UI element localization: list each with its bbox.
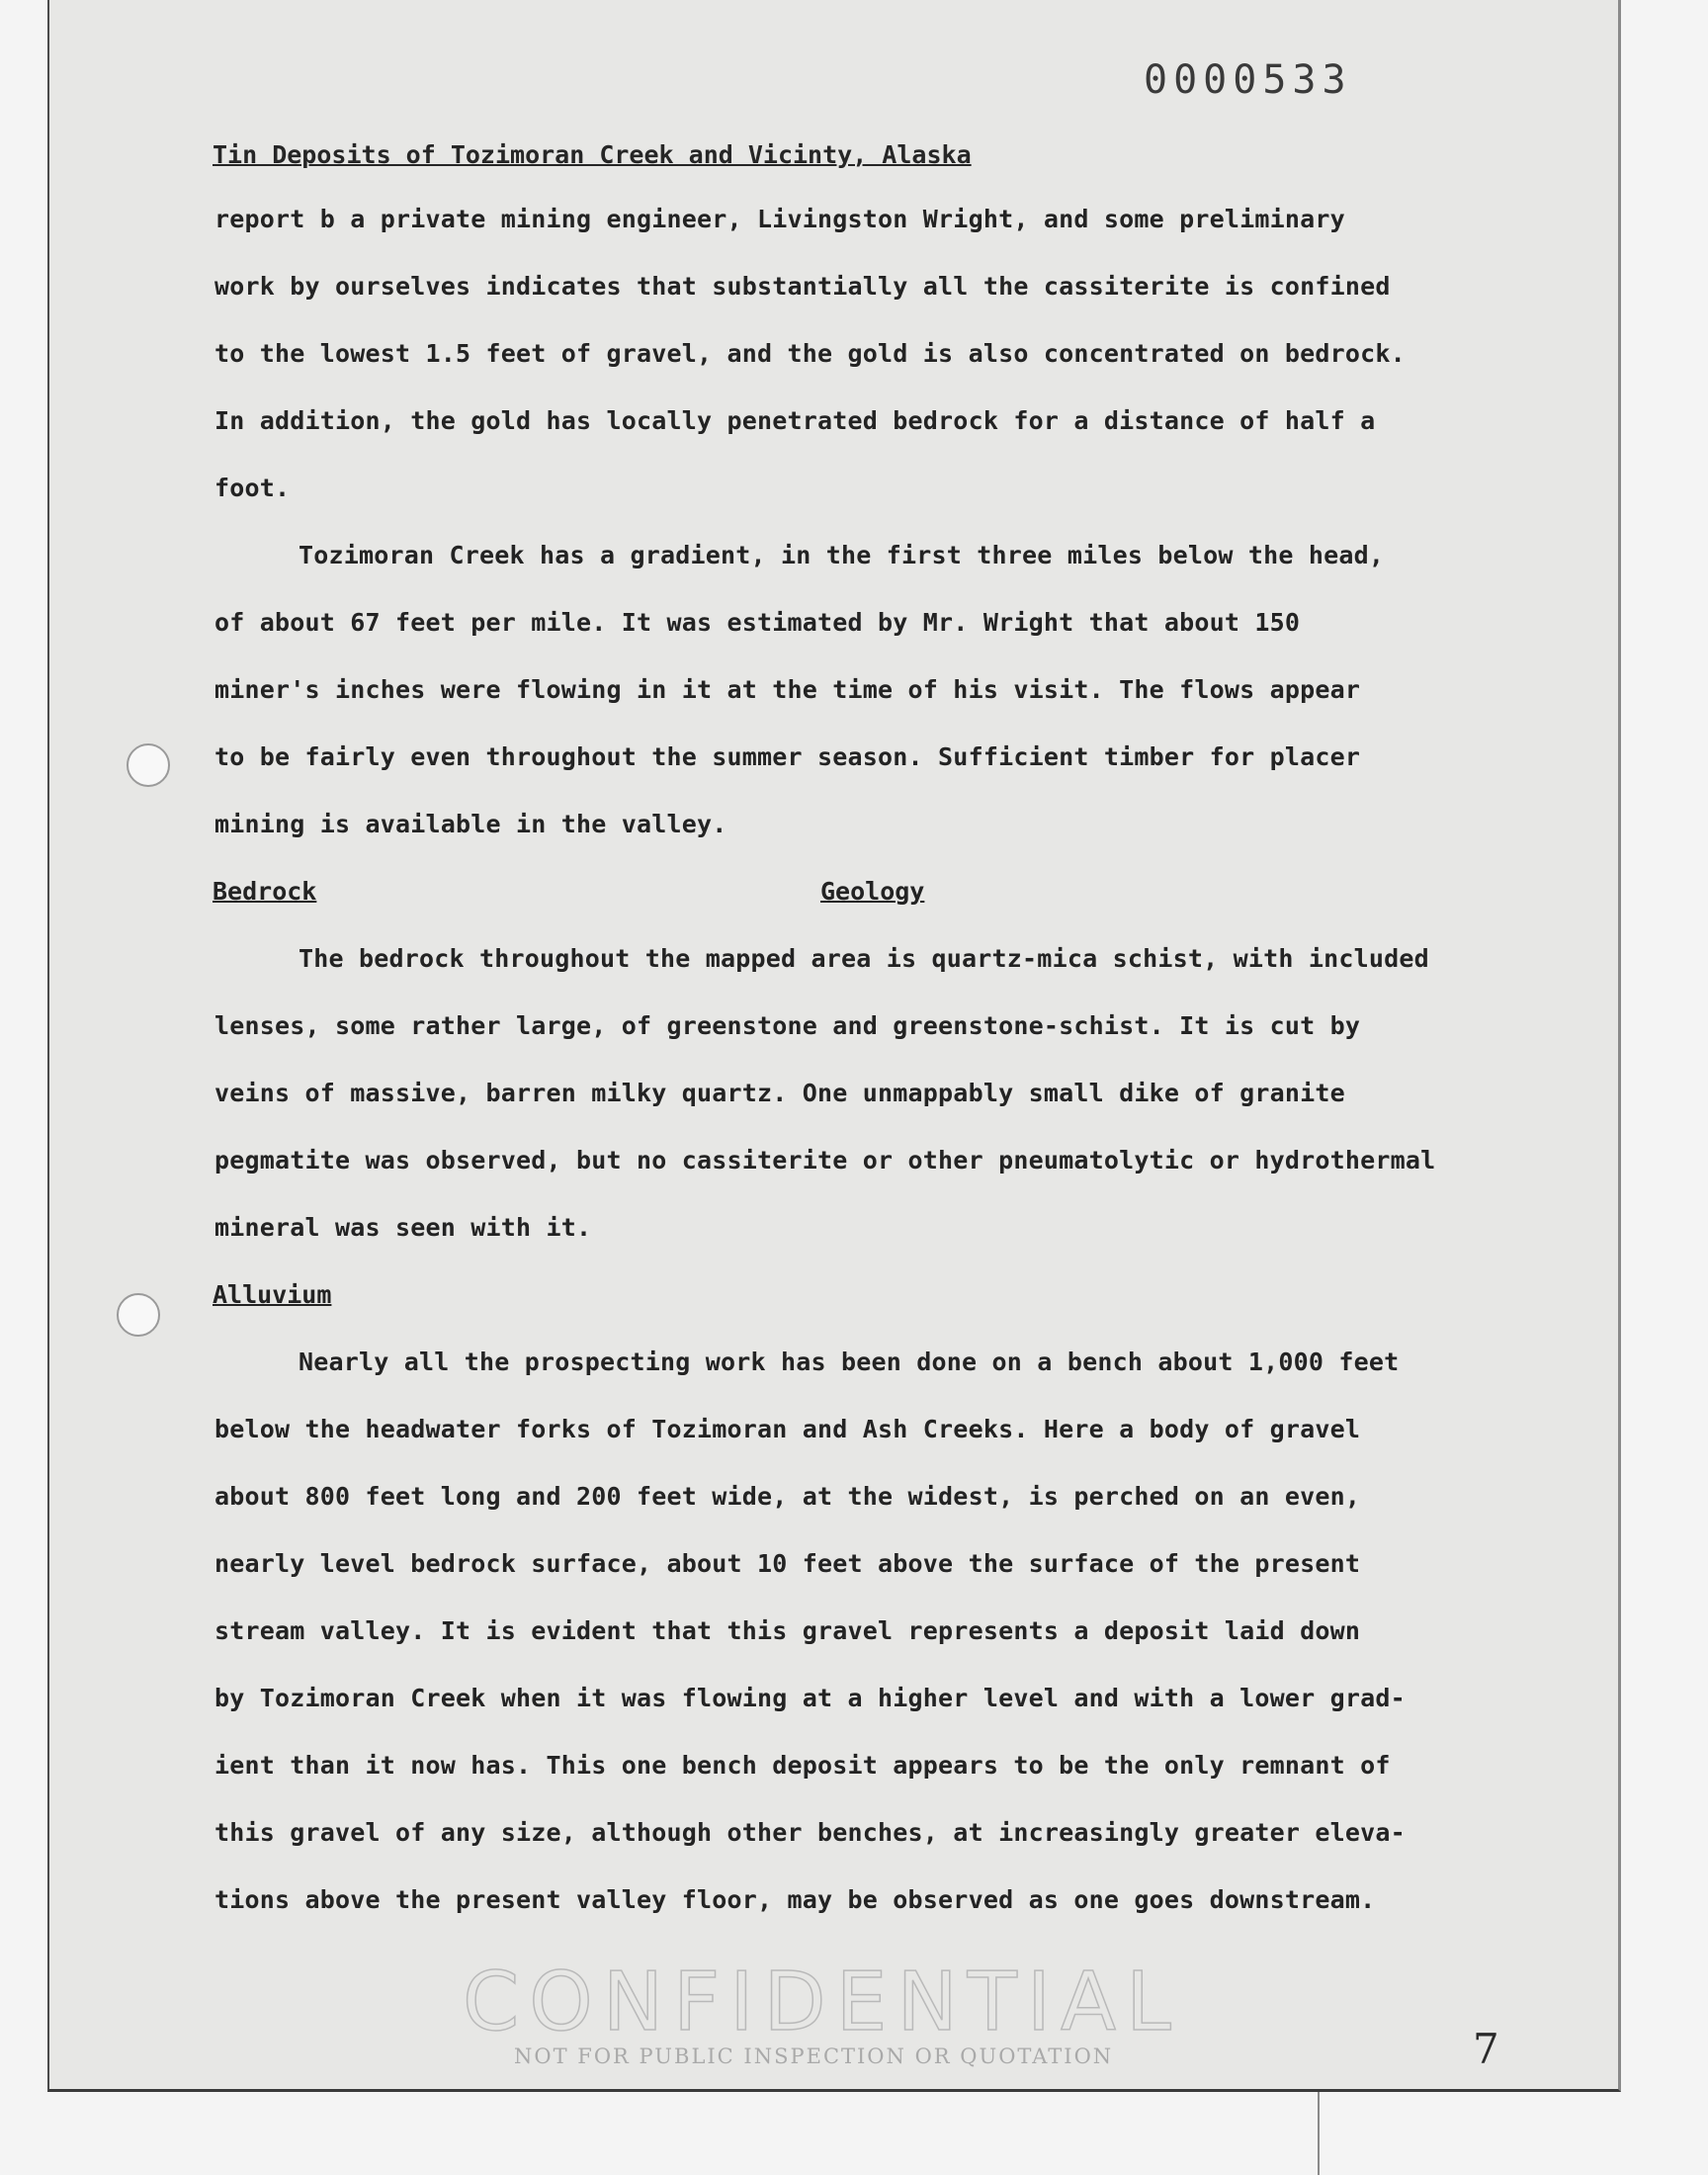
bedrock-line-3: veins of massive, barren milky quartz. One unmappably small dike of granite bbox=[214, 1079, 1345, 1107]
heading-alluvium: Alluvium bbox=[213, 1280, 332, 1309]
bedrock-line-1: The bedrock throughout the mapped area is quartz-mica schist, with included bbox=[299, 944, 1429, 973]
document-title: Tin Deposits of Tozimoran Creek and Vicinty, Alaska bbox=[213, 140, 972, 169]
alluvium-line-6: by Tozimoran Creek when it was flowing at a higher level and with a lower grad- bbox=[214, 1684, 1406, 1712]
gradient-line-2: of about 67 feet per mile. It was estimated by Mr. Wright that about 150 bbox=[214, 608, 1301, 637]
gradient-line-4: to be fairly even throughout the summer season. Sufficient timber for placer bbox=[214, 742, 1361, 771]
punch-hole-upper bbox=[127, 743, 170, 787]
punch-hole-lower bbox=[117, 1293, 160, 1337]
bedrock-line-4: pegmatite was observed, but no cassiterite or other pneumatolytic or hydrothermal bbox=[214, 1146, 1436, 1174]
alluvium-line-8: this gravel of any size, although other benches, at increasingly greater eleva- bbox=[214, 1818, 1406, 1847]
intro-line-2: work by ourselves indicates that substantially all the cassiterite is confined bbox=[214, 272, 1391, 301]
gradient-line-3: miner's inches were flowing in it at the time of his visit. The flows appear bbox=[214, 675, 1361, 704]
bedrock-line-5: mineral was seen with it. bbox=[214, 1213, 592, 1242]
heading-geology: Geology bbox=[820, 877, 925, 906]
confidential-stamp: CONFIDENTIAL bbox=[463, 1956, 1181, 2049]
intro-line-3: to the lowest 1.5 feet of gravel, and the gold is also concentrated on bedrock. bbox=[214, 339, 1406, 368]
bedrock-line-2: lenses, some rather large, of greenstone and greenstone-schist. It is cut by bbox=[214, 1011, 1361, 1040]
alluvium-line-5: stream valley. It is evident that this gravel represents a deposit laid down bbox=[214, 1616, 1361, 1645]
intro-line-1: report b a private mining engineer, Livingston Wright, and some preliminary bbox=[214, 205, 1345, 233]
alluvium-line-1: Nearly all the prospecting work has been done on a bench about 1,000 feet bbox=[299, 1348, 1400, 1376]
gradient-line-1: Tozimoran Creek has a gradient, in the first three miles below the head, bbox=[299, 541, 1385, 569]
alluvium-line-3: about 800 feet long and 200 feet wide, at the widest, is perched on an even, bbox=[214, 1482, 1361, 1511]
alluvium-line-7: ient than it now has. This one bench deposit appears to be the only remnant of bbox=[214, 1751, 1391, 1780]
confidential-stamp-note: NOT FOR PUBLIC INSPECTION OR QUOTATION bbox=[514, 2044, 1114, 2068]
heading-bedrock: Bedrock bbox=[213, 877, 317, 906]
intro-line-4: In addition, the gold has locally penetrated bedrock for a distance of half a bbox=[214, 406, 1376, 435]
gradient-line-5: mining is available in the valley. bbox=[214, 810, 727, 838]
footer-rule bbox=[1318, 2092, 1320, 2175]
intro-line-5: foot. bbox=[214, 474, 291, 502]
alluvium-line-4: nearly level bedrock surface, about 10 feet above the surface of the present bbox=[214, 1549, 1361, 1578]
document-number: 0000533 bbox=[1144, 57, 1352, 103]
page-number: 7 bbox=[1473, 2025, 1499, 2073]
alluvium-line-9: tions above the present valley floor, may be observed as one goes downstream. bbox=[214, 1885, 1376, 1914]
alluvium-line-2: below the headwater forks of Tozimoran and Ash Creeks. Here a body of gravel bbox=[214, 1415, 1361, 1443]
